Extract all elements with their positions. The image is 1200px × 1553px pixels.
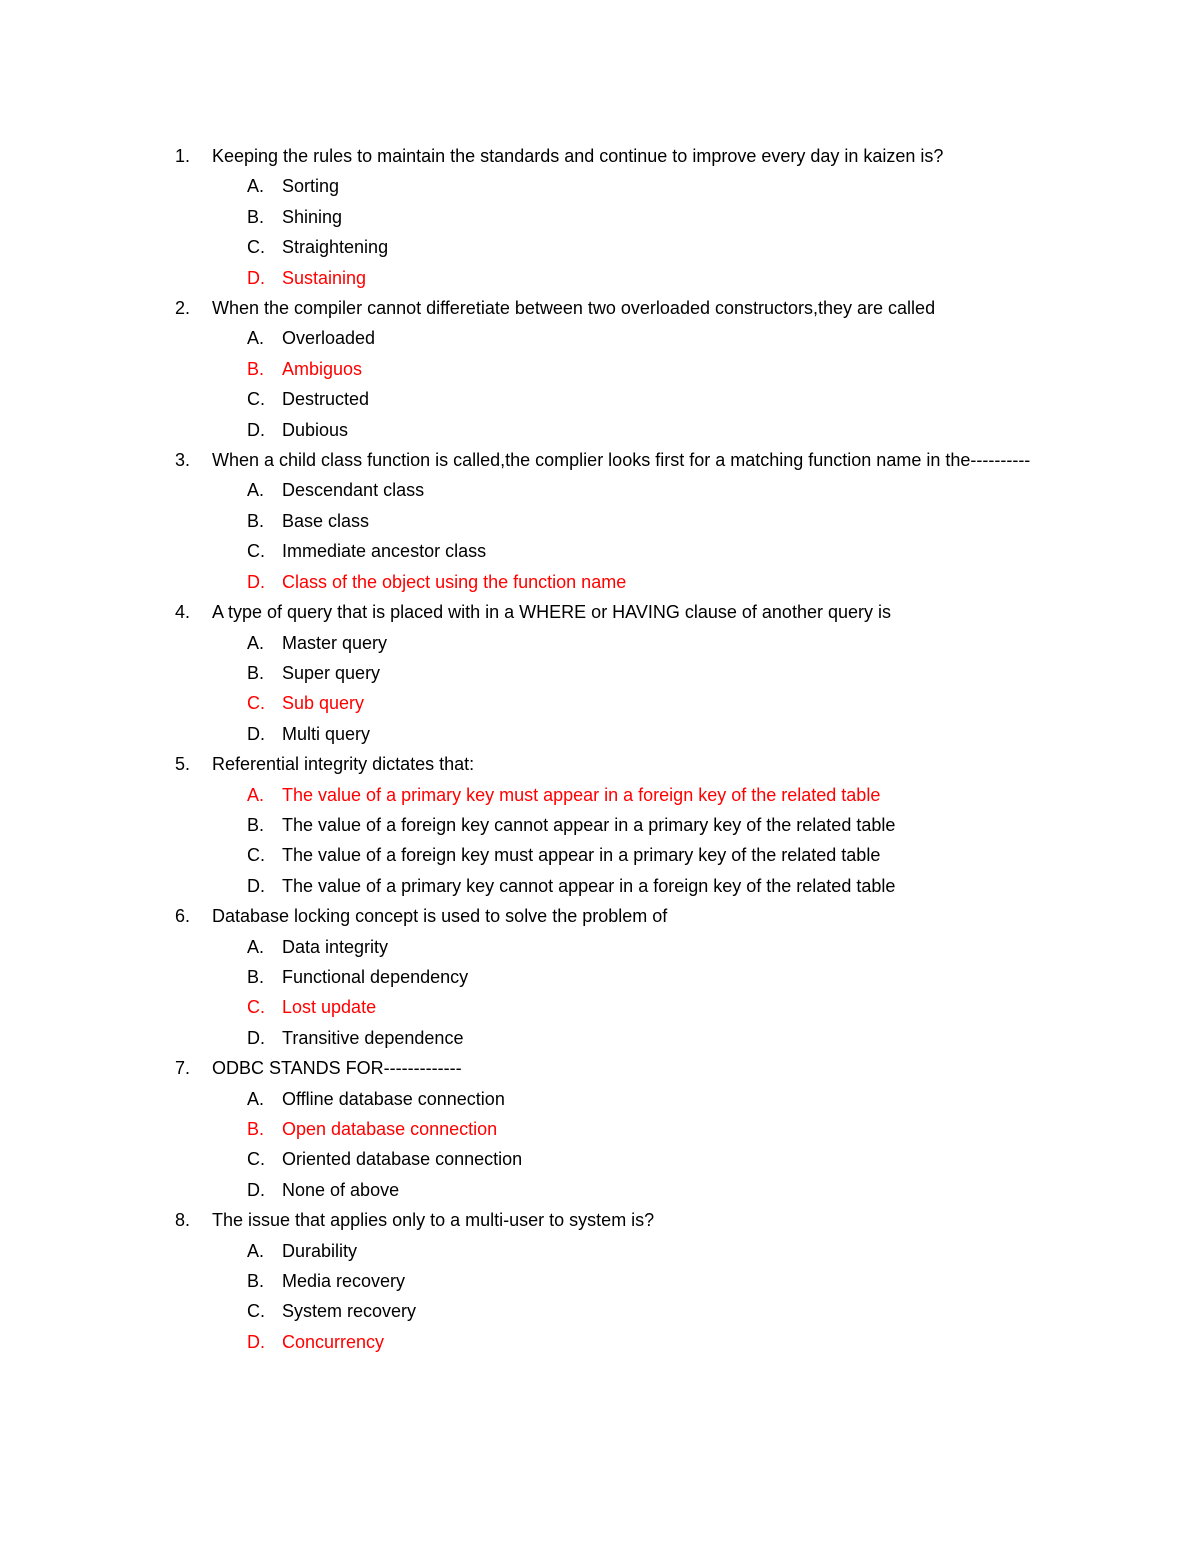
option-item bbox=[0, 415, 1200, 445]
option-text: Immediate ancestor class bbox=[282, 541, 487, 562]
question-line bbox=[0, 901, 1200, 931]
question-item bbox=[0, 141, 1200, 293]
option-text: None of above bbox=[282, 1179, 400, 1200]
question-item bbox=[0, 597, 1200, 749]
option-letter: B. bbox=[247, 1119, 265, 1139]
option-item bbox=[0, 202, 1200, 232]
option-letter: C. bbox=[247, 541, 265, 562]
option-letter: A. bbox=[247, 176, 265, 197]
option-text: Durability bbox=[282, 1240, 358, 1261]
option-item bbox=[0, 232, 1200, 262]
option-text: Master query bbox=[282, 632, 388, 653]
option-list bbox=[0, 780, 1200, 902]
question-line bbox=[0, 445, 1200, 475]
question-number: 6. bbox=[175, 906, 191, 927]
option-text: Class of the object using the function name bbox=[282, 571, 627, 592]
question-item bbox=[0, 1205, 1200, 1357]
question-text: Referential integrity dictates that: bbox=[212, 754, 475, 775]
option-item bbox=[0, 171, 1200, 201]
question-line bbox=[0, 749, 1200, 779]
option-letter: D. bbox=[247, 1179, 265, 1200]
option-text: Oriented database connection bbox=[282, 1149, 523, 1170]
question-number: 2. bbox=[175, 298, 191, 319]
option-letter: C. bbox=[247, 389, 265, 410]
option-text: Sub query bbox=[282, 693, 365, 714]
option-item-correct bbox=[0, 992, 1200, 1022]
question-text: The issue that applies only to a multi-user to system is? bbox=[212, 1210, 655, 1231]
option-letter: D. bbox=[247, 267, 265, 288]
question-text: When the compiler cannot differetiate between two overloaded constructors,they are called bbox=[212, 298, 936, 319]
option-text: Shining bbox=[282, 206, 343, 227]
option-text: Functional dependency bbox=[282, 966, 469, 987]
option-item bbox=[0, 962, 1200, 992]
question-number: 4. bbox=[175, 602, 191, 623]
option-text: Concurrency bbox=[282, 1331, 385, 1352]
option-item bbox=[0, 1296, 1200, 1326]
option-text: Super query bbox=[282, 662, 381, 683]
question-text: A type of query that is placed with in a WHERE or HAVING clause of another query is bbox=[212, 602, 891, 623]
option-item bbox=[0, 1023, 1200, 1053]
option-text: Ambiguos bbox=[282, 358, 363, 379]
option-list bbox=[0, 475, 1200, 597]
option-item bbox=[0, 536, 1200, 566]
option-item-correct bbox=[0, 1327, 1200, 1357]
question-item bbox=[0, 1053, 1200, 1205]
option-letter: B. bbox=[247, 206, 265, 227]
option-letter: A. bbox=[247, 1240, 265, 1261]
option-letter: A. bbox=[247, 1088, 265, 1109]
option-text: System recovery bbox=[282, 1301, 417, 1322]
option-text: Media recovery bbox=[282, 1271, 406, 1292]
option-text: Overloaded bbox=[282, 328, 376, 349]
option-letter: A. bbox=[247, 784, 265, 805]
option-item bbox=[0, 323, 1200, 353]
option-item-correct bbox=[0, 688, 1200, 718]
option-item bbox=[0, 1236, 1200, 1266]
option-text: Dubious bbox=[282, 419, 349, 440]
option-letter: D. bbox=[247, 723, 265, 744]
option-item bbox=[0, 871, 1200, 901]
option-text: Offline database connection bbox=[282, 1088, 505, 1109]
option-text: Destructed bbox=[282, 389, 370, 410]
question-number: 8. bbox=[175, 1210, 191, 1231]
option-text: The value of a primary key must appear in a foreign key of the related table bbox=[282, 784, 881, 805]
option-letter: C. bbox=[247, 237, 265, 258]
option-item bbox=[0, 840, 1200, 870]
option-letter: D. bbox=[247, 571, 265, 592]
question-text: Keeping the rules to maintain the standards and continue to improve every day in kaizen is? bbox=[212, 146, 944, 166]
option-item bbox=[0, 932, 1200, 962]
option-item bbox=[0, 810, 1200, 840]
option-text: Sorting bbox=[282, 176, 340, 197]
option-item bbox=[0, 1266, 1200, 1296]
option-list bbox=[0, 1084, 1200, 1206]
question-line bbox=[0, 1205, 1200, 1235]
option-list bbox=[0, 1236, 1200, 1358]
question-text: When a child class function is called,the complier looks first for a matching function name in the---------- bbox=[212, 450, 1031, 471]
option-item-correct bbox=[0, 354, 1200, 384]
option-item-correct bbox=[0, 263, 1200, 293]
option-item-correct bbox=[0, 1114, 1200, 1144]
option-text: Multi query bbox=[282, 723, 371, 744]
question-item bbox=[0, 293, 1200, 445]
question-line bbox=[0, 141, 1200, 171]
option-item-correct bbox=[0, 567, 1200, 597]
question-number: 5. bbox=[175, 754, 191, 775]
option-letter: A. bbox=[247, 328, 265, 349]
option-text: Base class bbox=[282, 510, 370, 531]
option-letter: C. bbox=[247, 1301, 265, 1322]
question-list bbox=[0, 141, 1200, 1357]
option-text: The value of a primary key cannot appear in a foreign key of the related table bbox=[282, 875, 896, 896]
option-item bbox=[0, 628, 1200, 658]
option-letter: B. bbox=[247, 814, 265, 835]
question-line bbox=[0, 597, 1200, 627]
option-item bbox=[0, 719, 1200, 749]
question-item bbox=[0, 901, 1200, 1053]
option-letter: A. bbox=[247, 632, 265, 653]
option-list bbox=[0, 171, 1200, 293]
option-item bbox=[0, 658, 1200, 688]
option-letter: D. bbox=[247, 419, 265, 440]
option-item bbox=[0, 384, 1200, 414]
option-letter: C. bbox=[247, 693, 265, 714]
option-letter: A. bbox=[247, 480, 265, 501]
option-item bbox=[0, 506, 1200, 536]
question-text: ODBC STANDS FOR------------- bbox=[212, 1058, 462, 1079]
question-number: 3. bbox=[175, 450, 191, 471]
question-number: 1. bbox=[175, 146, 191, 166]
question-line bbox=[0, 1053, 1200, 1083]
option-item-correct bbox=[0, 780, 1200, 810]
option-text: Lost update bbox=[282, 997, 377, 1018]
option-text: Straightening bbox=[282, 237, 389, 258]
option-text: Sustaining bbox=[282, 267, 367, 288]
option-text: Data integrity bbox=[282, 936, 389, 957]
option-list bbox=[0, 323, 1200, 445]
option-item bbox=[0, 1144, 1200, 1174]
option-letter: B. bbox=[247, 966, 265, 987]
question-item bbox=[0, 749, 1200, 901]
question-number: 7. bbox=[175, 1058, 191, 1079]
option-letter: D. bbox=[247, 875, 265, 896]
option-letter: B. bbox=[247, 358, 265, 379]
option-item bbox=[0, 1084, 1200, 1114]
option-text: Transitive dependence bbox=[282, 1027, 464, 1048]
option-letter: B. bbox=[247, 510, 265, 531]
option-text: The value of a foreign key must appear in a primary key of the related table bbox=[282, 845, 881, 866]
option-letter: B. bbox=[247, 662, 265, 683]
question-line bbox=[0, 293, 1200, 323]
option-list bbox=[0, 628, 1200, 750]
option-item bbox=[0, 1175, 1200, 1205]
option-letter: C. bbox=[247, 997, 265, 1018]
option-letter: D. bbox=[247, 1027, 265, 1048]
option-text: Descendant class bbox=[282, 480, 425, 501]
option-text: Open database connection bbox=[282, 1119, 498, 1139]
option-item bbox=[0, 475, 1200, 505]
option-text: The value of a foreign key cannot appear in a primary key of the related table bbox=[282, 814, 896, 835]
option-letter: C. bbox=[247, 845, 265, 866]
option-letter: C. bbox=[247, 1149, 265, 1170]
option-letter: D. bbox=[247, 1331, 265, 1352]
option-list bbox=[0, 932, 1200, 1054]
option-letter: B. bbox=[247, 1271, 265, 1292]
option-letter: A. bbox=[247, 936, 265, 957]
question-item bbox=[0, 445, 1200, 597]
question-text: Database locking concept is used to solve the problem of bbox=[212, 906, 668, 927]
